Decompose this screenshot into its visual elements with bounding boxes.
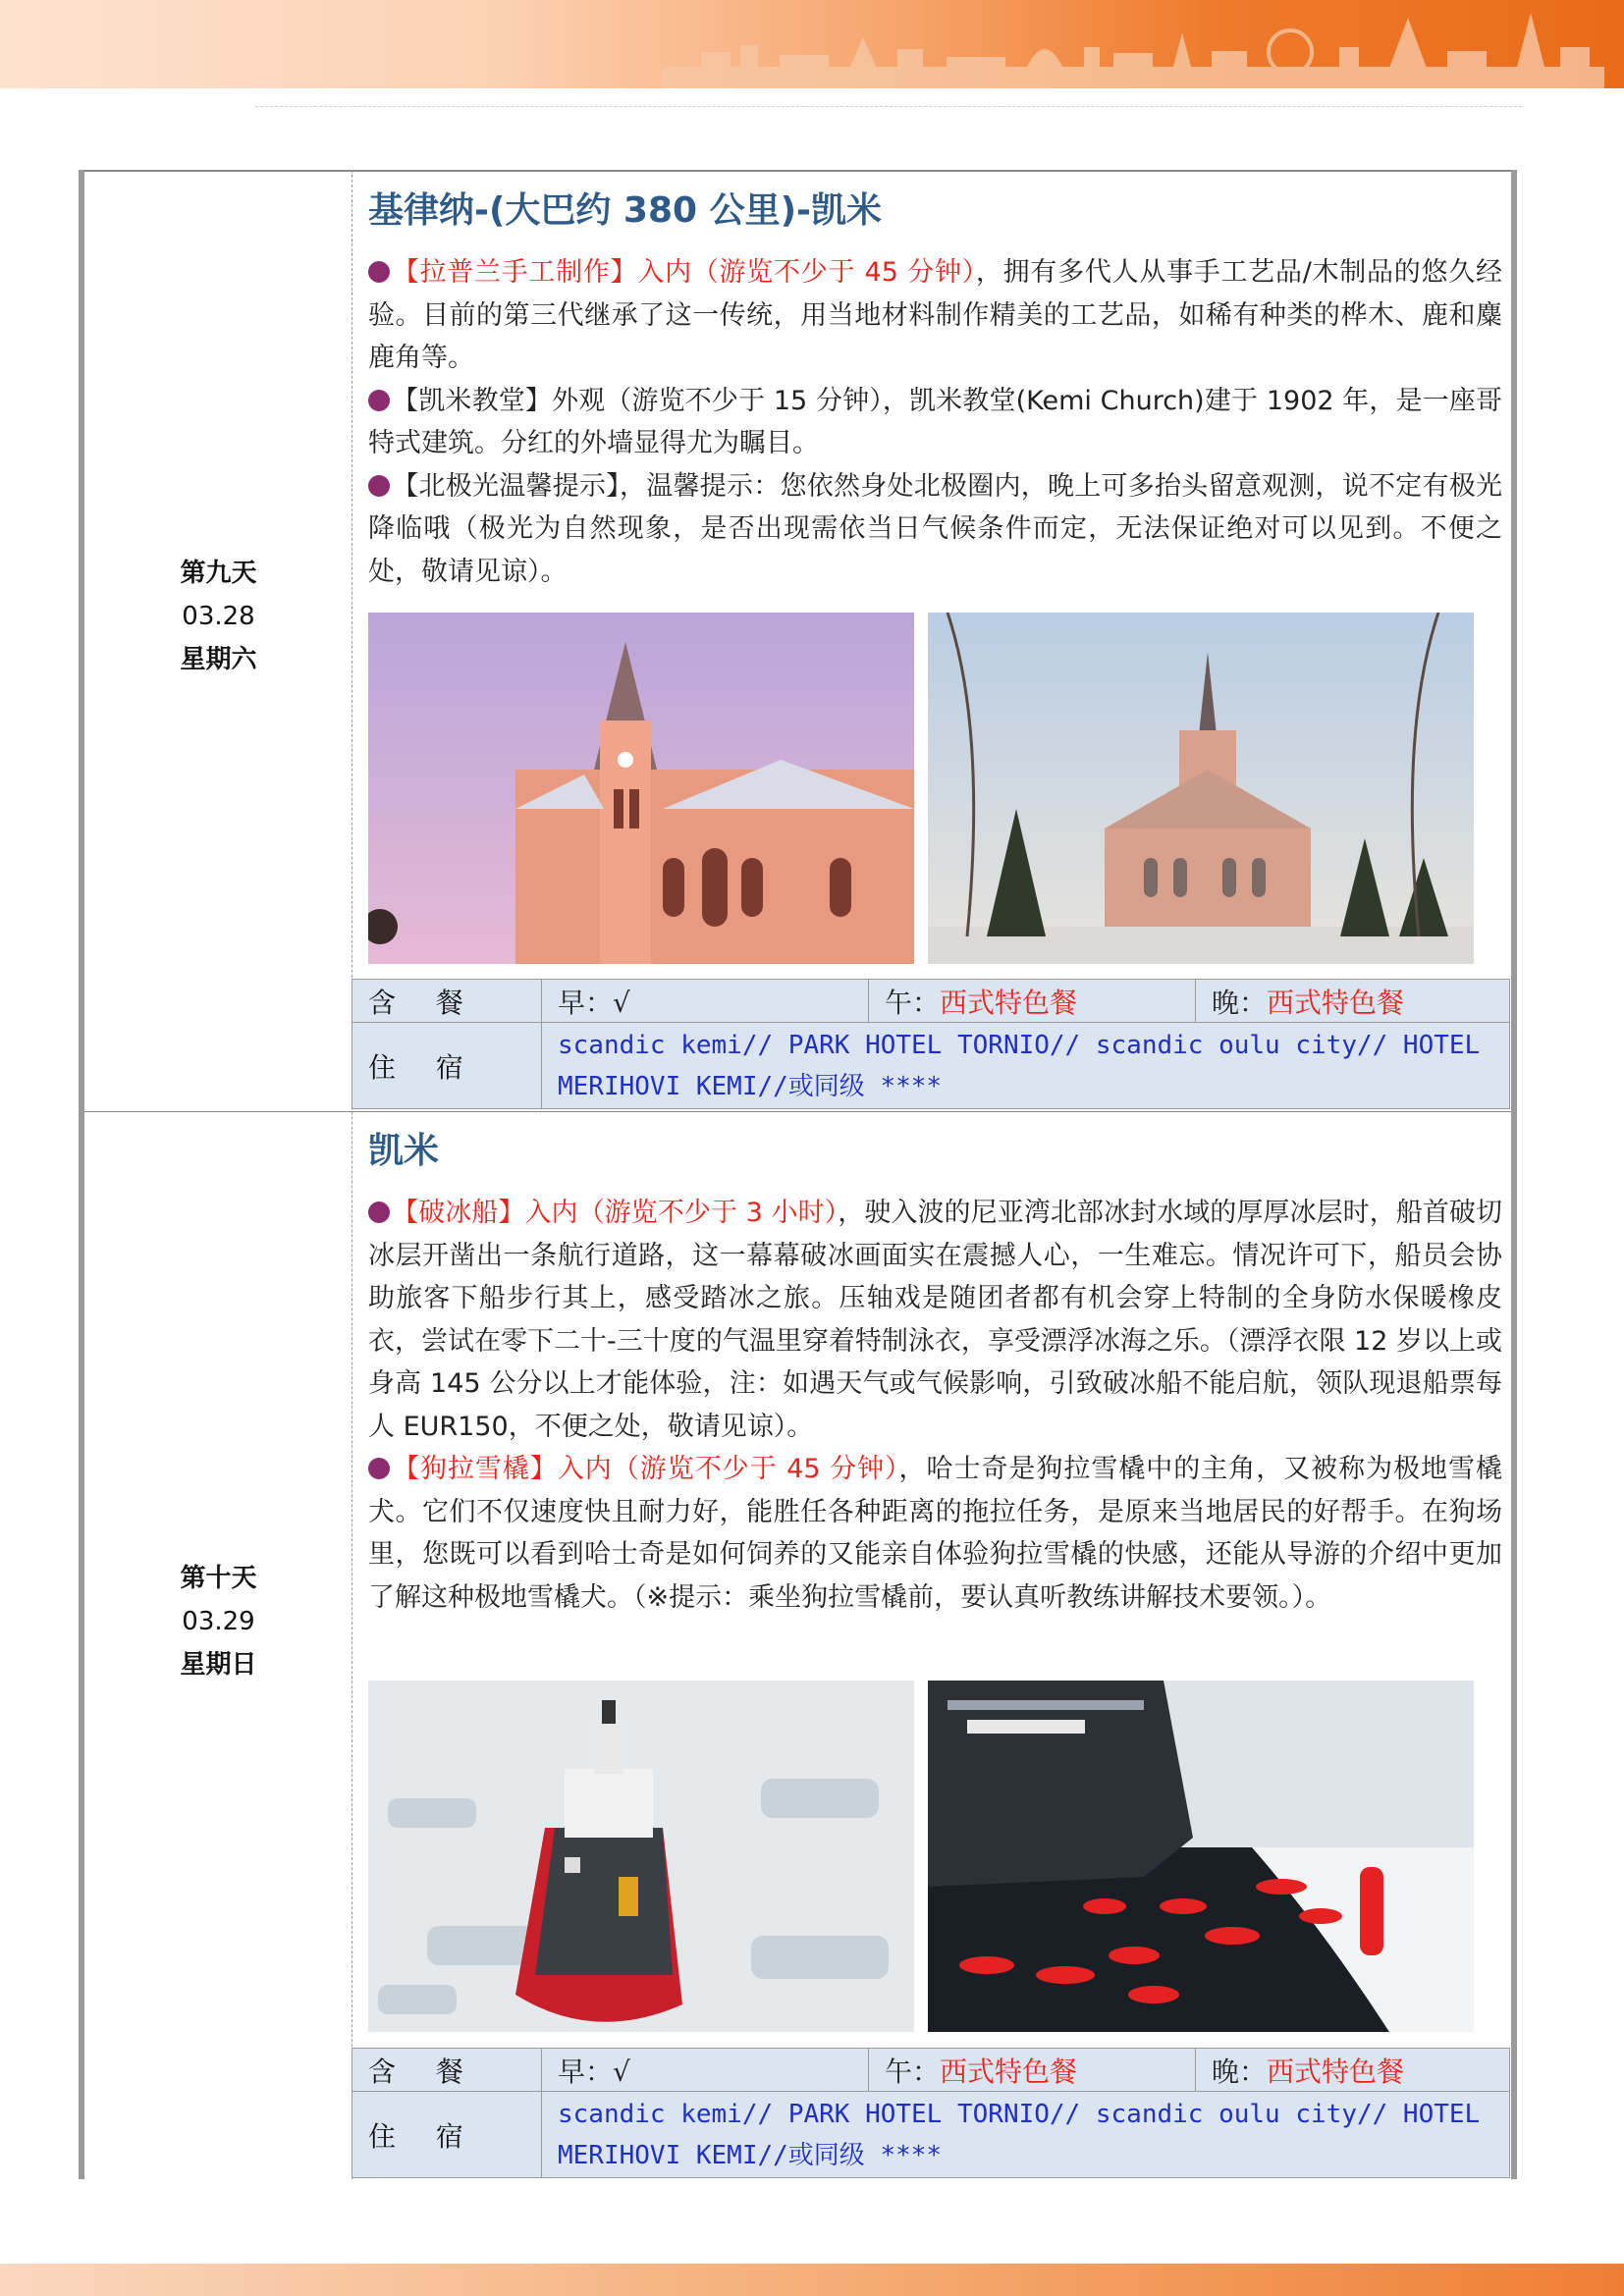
header-banner — [0, 0, 1624, 88]
dinner-label: 晚： — [1212, 986, 1268, 1019]
hotel-label: 住 宿 — [352, 1023, 542, 1109]
bullet-icon — [368, 390, 390, 411]
day-weekday: 星期日 — [180, 1650, 257, 1680]
activity-highlight: 【拉普兰手工制作】入内（游览不少于 45 分钟） — [392, 257, 976, 288]
day-9-content — [368, 188, 1502, 593]
lunch-label: 午： — [885, 2055, 941, 2088]
day-weekday: 星期六 — [180, 645, 257, 674]
lunch-value: 西式特色餐 — [940, 986, 1078, 1019]
bullet-icon — [368, 1458, 390, 1479]
meal-label: 含 餐 — [352, 980, 542, 1023]
day-name: 第十天 — [180, 1564, 257, 1593]
table-right-border — [1511, 170, 1517, 2179]
hotel-label: 住 宿 — [352, 2092, 542, 2178]
breakfast-value: √ — [613, 986, 630, 1019]
activity-text: ，凯米教堂(Kemi Church)建于 1902 年，是一座哥特式建筑。分红的外墙显得尤为瞩目。 — [368, 385, 1502, 458]
breakfast-value: √ — [613, 2055, 630, 2088]
dinner-value: 西式特色餐 — [1267, 986, 1405, 1019]
activity-item — [368, 1448, 1502, 1619]
day-name: 第九天 — [180, 559, 257, 588]
city-skyline-icon — [662, 8, 1604, 88]
breakfast-label: 早： — [558, 986, 614, 1019]
activity-item — [368, 465, 1502, 594]
breakfast-cell — [542, 980, 869, 1023]
day-9-info-table — [352, 979, 1510, 1109]
breakfast-cell — [542, 2049, 869, 2092]
dinner-cell — [1196, 2049, 1510, 2092]
dinner-cell — [1196, 980, 1510, 1023]
activity-item — [368, 251, 1502, 380]
hotel-value: scandic kemi// PARK HOTEL TORNIO// scandic oulu city// HOTEL MERIHOVI KEMI//或同级 **** — [542, 1023, 1510, 1109]
bullet-icon — [368, 1201, 390, 1223]
hotel-value: scandic kemi// PARK HOTEL TORNIO// scandic oulu city// HOTEL MERIHOVI KEMI//或同级 **** — [542, 2092, 1510, 2178]
day-label-9 — [118, 552, 319, 681]
activity-text: ，哈士奇是狗拉雪橇中的主角，又被称为极地雪橇犬。它们不仅速度快且耐力好，能胜任各种距离的拖拉任务，是原来当地居民的好帮手。在狗场里，您既可以看到哈士奇是如何饲养的又能亲自体验狗拉雪橇的快感，还能从导游的介绍中更加了解这种极地雪橇犬。（※提示：乘坐狗拉雪橇前，要认真听教练讲解技术要领。）。 — [368, 1454, 1503, 1613]
footer-bar — [0, 2264, 1624, 2296]
meal-label: 含 餐 — [352, 2049, 542, 2092]
breakfast-label: 早： — [558, 2055, 614, 2088]
activity-item — [368, 380, 1502, 465]
day-divider — [84, 1111, 1511, 1112]
kemi-church-day-photo — [928, 613, 1474, 964]
activity-highlight: 【破冰船】入内（游览不少于 3 小时） — [392, 1198, 839, 1228]
table-left-border — [79, 170, 84, 2179]
activity-title: 【北极光温馨提示】 — [392, 470, 620, 502]
ice-floating-photo — [928, 1681, 1474, 2032]
activity-text: ，驶入波的尼亚湾北部冰封水域的厚厚冰层时，船首破切冰层开凿出一条航行道路，这一幕幕破冰画面实在震撼人心，一生难忘。情况许可下，船员会协助旅客下船步行其上，感受踏冰之旅。压轴戏是随团者都有机会穿上特制的全身防水保暖橡皮衣，尝试在零下二十-三十度的气温里穿着特制泳衣，享受漂浮冰海之乐。（漂浮衣限 12 岁以上或身高 145 公分以上才能体验，注：如遇天气或气候影响，引致破冰船不能启航，领队现退船票每人 EUR150，不便之处，敬请见谅）。 — [368, 1198, 1503, 1442]
lunch-cell — [869, 2049, 1196, 2092]
bullet-icon — [368, 261, 390, 283]
header-rule — [255, 106, 1522, 107]
day-10-info-table — [352, 2048, 1510, 2178]
icebreaker-ship-photo — [368, 1681, 914, 2032]
activity-highlight: 【狗拉雪橇】入内（游览不少于 45 分钟） — [392, 1454, 899, 1484]
table-top-border — [79, 170, 1517, 172]
activity-text: ，拥有多代人从事手工艺品/木制品的悠久经验。目前的第三代继承了这一传统，用当地材料制作精美的工艺品，如稀有种类的桦木、鹿和麋鹿角等。 — [368, 257, 1502, 373]
lunch-value: 西式特色餐 — [940, 2055, 1078, 2088]
activity-item — [368, 1192, 1502, 1448]
day-10-content — [368, 1129, 1502, 1619]
activity-title: 【凯米教堂】外观（游览不少于 15 分钟） — [392, 385, 883, 416]
day-label-10 — [118, 1557, 319, 1686]
kemi-church-pink-photo — [368, 613, 914, 964]
dinner-label: 晚： — [1212, 2055, 1268, 2088]
day-date: 03.28 — [182, 602, 255, 631]
day-date: 03.29 — [182, 1607, 255, 1636]
lunch-cell — [869, 980, 1196, 1023]
lunch-label: 午： — [885, 986, 941, 1019]
bullet-icon — [368, 475, 390, 497]
day-title: 凯米 — [368, 1131, 440, 1171]
day-title: 基律纳-(大巴约 380 公里)-凯米 — [368, 190, 883, 231]
activity-text: ，温馨提示：您依然身处北极圈内，晚上可多抬头留意观测，说不定有极光降临哦（极光为自然现象，是否出现需依当日气候条件而定，无法保证绝对可以见到。不便之处，敬请见谅）。 — [368, 470, 1502, 587]
dinner-value: 西式特色餐 — [1267, 2055, 1405, 2088]
